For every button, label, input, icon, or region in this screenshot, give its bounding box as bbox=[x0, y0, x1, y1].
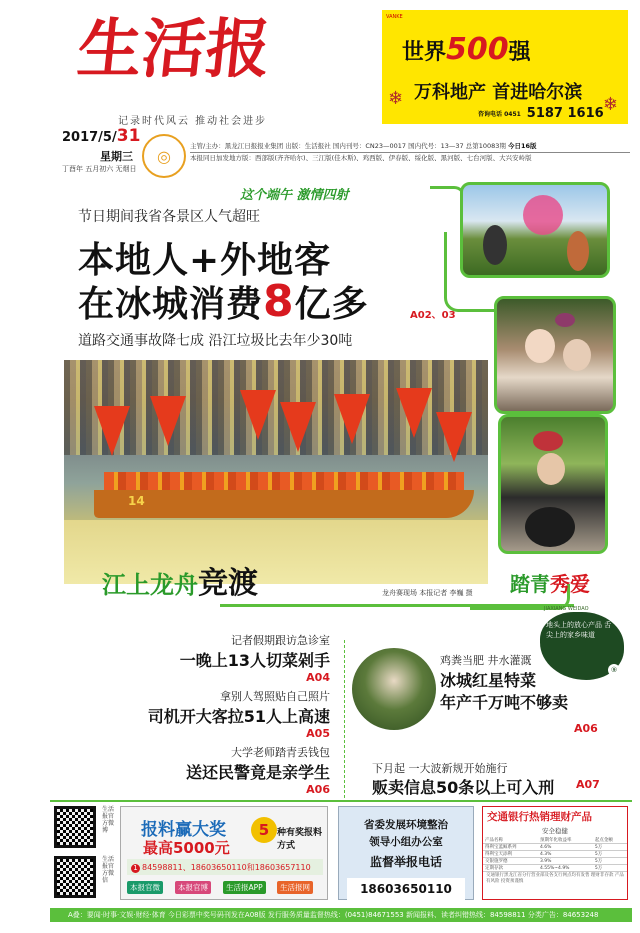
photo-credit: 龙舟赛现场 本报记者 李巍 摄 bbox=[382, 589, 473, 597]
headline-subkicker: 节日期间我省各景区人气超旺 bbox=[78, 209, 260, 225]
headline-deck: 道路交通事故降七成 沿江垃圾比去年少30吨 bbox=[78, 333, 353, 349]
flag-icon bbox=[94, 406, 130, 456]
press-seal-icon: ◎ bbox=[142, 134, 186, 178]
flag-icon bbox=[280, 402, 316, 452]
five-badge: 5 bbox=[251, 817, 277, 843]
tip-phones[interactable]: 1 84598811、18603650110和18603657110 bbox=[127, 859, 323, 875]
hotline-number[interactable]: 18603650110 bbox=[347, 878, 465, 900]
lunar-date: 丁酉年 五月初六 无烟日 bbox=[62, 165, 137, 173]
channel-weibo[interactable]: 本报官微 bbox=[127, 881, 163, 894]
ad-line1: 世界500强 bbox=[402, 32, 531, 67]
qr-label: 生活报官方微博 bbox=[102, 806, 115, 834]
divider bbox=[344, 640, 345, 798]
tip-reward-box bbox=[120, 806, 328, 900]
divider bbox=[190, 152, 630, 153]
issue-date: 2017/5/31 星期三 丁酉年 五月初六 无烟日 bbox=[62, 126, 141, 173]
outing-photo-3[interactable] bbox=[498, 414, 608, 554]
farm-kicker: 鸡粪当肥 井水灌溉 bbox=[440, 654, 532, 667]
outing-photo-2[interactable] bbox=[494, 296, 616, 414]
ad-line2: 万科地产 首进哈尔滨 bbox=[414, 82, 583, 103]
channel-weixin[interactable]: 本报官博 bbox=[175, 881, 211, 894]
ad-brand: VANKE bbox=[386, 14, 403, 20]
tip-title: 报料赢大奖 bbox=[141, 820, 226, 840]
dragon-boat-photo[interactable] bbox=[64, 360, 488, 584]
farm-headline-2[interactable]: 年产千万吨不够卖 bbox=[440, 693, 569, 712]
channel-app[interactable]: 生活报APP bbox=[223, 881, 266, 894]
dragon-boat bbox=[94, 490, 474, 518]
boat-number: 14 bbox=[128, 494, 145, 508]
qr-label: 生活报官方微信 bbox=[102, 856, 115, 884]
outing-photo-1[interactable] bbox=[460, 182, 610, 278]
news-item[interactable]: 拿别人驾照贴自己照片 司机开大客拉51人上高速 A05 bbox=[147, 690, 330, 740]
flag-icon bbox=[240, 390, 276, 440]
slogan: 记录时代风云 推动社会进步 bbox=[118, 116, 268, 127]
farm-page-ref[interactable]: A06 bbox=[574, 722, 598, 735]
flag-icon bbox=[396, 388, 432, 438]
headline-line2[interactable]: 在冰城消费8亿多 bbox=[78, 276, 369, 327]
ad-phone: 咨询电话 0451 5187 1616 bbox=[478, 106, 604, 121]
masthead bbox=[60, 12, 360, 127]
product-table: 产品名称 预期年化收益率 起点金额 得利宝蓝鲸系列 4.6% 5万 得利宝天添利 4.3% 5万 交银施罗德 3.9% 5万 定期存款 4.55%~4.9% 5万 bbox=[483, 837, 627, 872]
five-label: 种有奖报料方式 bbox=[277, 828, 323, 851]
footer-bar: A叠：要闻·时事·文娱·财经·体育 今日彩票中奖号码刊发在A08版 发行服务质量监督热线：(0451)84671553 新闻报料、读者纠错热线：84598811 分类广告：84653248 bbox=[50, 908, 632, 922]
farm-headline-1[interactable]: 冰城红星特菜 bbox=[440, 671, 537, 690]
qr-code-icon[interactable] bbox=[54, 856, 96, 898]
headline-line1[interactable]: 本地人+外地客 bbox=[78, 240, 332, 281]
photo-caption-right: 踏青秀爱 bbox=[510, 572, 590, 596]
news-bottom-page-ref[interactable]: A07 bbox=[576, 778, 600, 791]
top-advertisement[interactable] bbox=[382, 10, 628, 124]
logo-text: 生活报 bbox=[74, 12, 274, 87]
bank-product-ad[interactable]: 交通银行热销理财产品 安全稳健 产品名称 预期年化收益率 起点金额 得利宝蓝鲸系列 4.6% 5万 得利宝天添利 4.3% 5万 交银施罗德 3.9% 5万 定期存款 4.55%~4.9% 5万 交通银行黑龙江省分行营业部及各支行网点均有发售 理财非存款 产品有风险 投资须谨慎 bbox=[482, 806, 628, 900]
news-item[interactable]: 记者假期跟访急诊室 一晚上13人切菜剁手 A04 bbox=[179, 634, 330, 684]
qr-code-icon[interactable] bbox=[54, 806, 96, 848]
hometown-flavor-badge: JIAXIANG WEIDAO 地头上的放心产品 舌尖上的家乡味道 ⑨ bbox=[540, 612, 624, 680]
news-item[interactable]: 大学老师踏青丢钱包 送还民警竟是亲学生 A06 bbox=[185, 746, 330, 796]
tip-prize: 最高5000元 bbox=[143, 839, 230, 857]
headline-kicker: 这个端午 激情四射 bbox=[240, 188, 349, 203]
news-bottom-kicker: 下月起 一大波新规开始施行 bbox=[372, 762, 508, 775]
photo-caption-main: 江上龙舟竞渡 bbox=[102, 566, 258, 601]
news-bottom-headline[interactable]: 贩卖信息50条以上可入刑 bbox=[372, 778, 555, 797]
flag-icon bbox=[334, 394, 370, 444]
farm-photo[interactable] bbox=[350, 646, 438, 732]
headline-page-ref[interactable]: A02、03 bbox=[410, 310, 456, 321]
weekday: 星期三 bbox=[100, 150, 133, 163]
channel-web[interactable]: 生活报网 bbox=[277, 881, 313, 894]
snowflake-icon: ❄ bbox=[602, 94, 618, 115]
publication-info: 主管/主办：黑龙江日报报业集团 出版：生活报社 国内刊号：CN23—0017 国内代号：13—37 总第10083期 今日16版 本报同日加发地方版：西部版(齐齐哈尔)、三江版(佳木斯)、鸡西版、伊春版、绥化版、黑河版、七台河版、大兴安岭版 bbox=[190, 142, 537, 162]
flag-icon bbox=[436, 412, 472, 462]
connector-line bbox=[220, 604, 574, 608]
newspaper-logo bbox=[74, 12, 274, 87]
snowflake-icon: ❄ bbox=[388, 88, 404, 109]
flag-icon bbox=[150, 396, 186, 446]
supervision-hotline-box: 省委发展环境整治 领导小组办公室 监督举报电话 18603650110 bbox=[338, 806, 474, 900]
